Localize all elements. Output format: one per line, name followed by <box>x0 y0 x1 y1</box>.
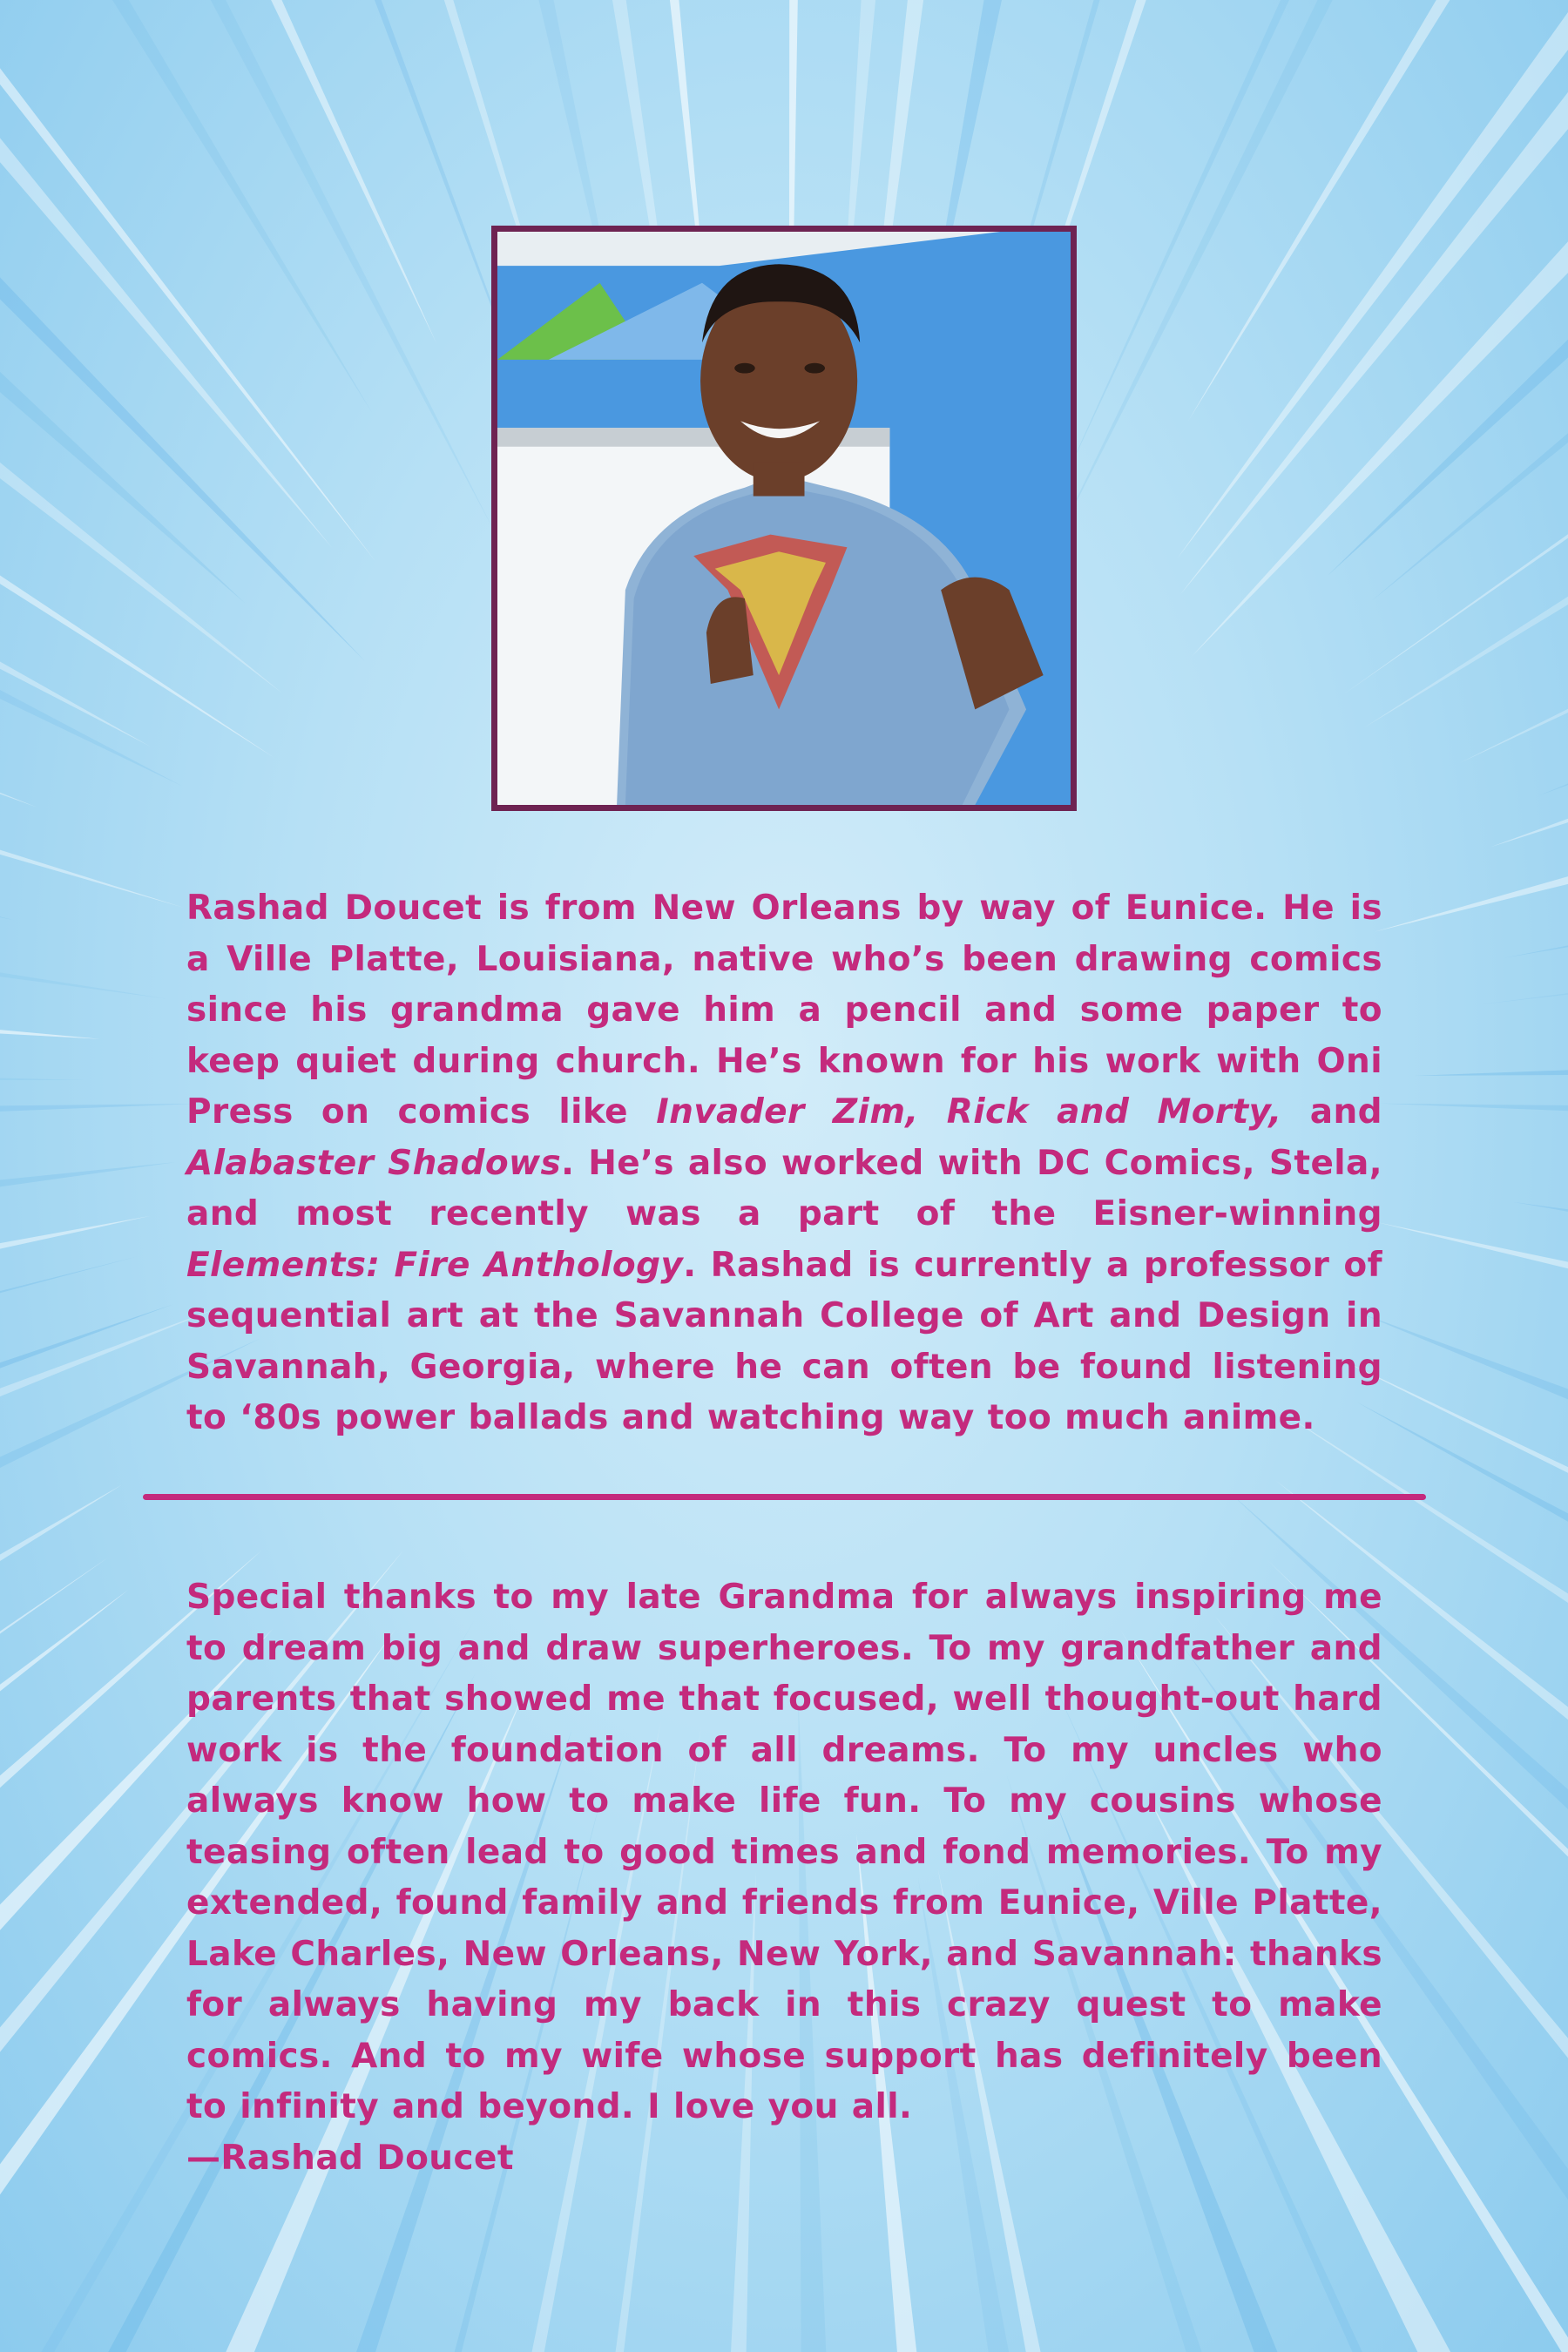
speed-line <box>1415 1016 1568 1076</box>
speed-line <box>0 1216 151 1563</box>
signature: —Rashad Doucet <box>186 2138 514 2178</box>
speed-line <box>0 0 283 693</box>
speed-line <box>1374 477 1568 932</box>
section-divider <box>143 1494 1426 1500</box>
author-photo-image <box>497 232 1071 805</box>
speed-line <box>0 1305 172 1864</box>
speed-line <box>1490 324 1568 848</box>
bio-title-invader-zim-rick-and-morty: Invader Zim, Rick and Morty, <box>656 1092 1282 1132</box>
speed-line <box>1504 666 1568 958</box>
speed-line <box>1513 1202 1568 1466</box>
bio-title-alabaster-shadows: Alabaster Shadows <box>186 1143 562 1183</box>
bio-text-2: . He’s also worked with DC Comics, Stela, and most recently was a part of the Eisner-winning <box>186 1143 1382 1233</box>
speed-line <box>0 266 37 808</box>
speed-line <box>1380 1104 1568 1169</box>
speed-line <box>0 742 166 999</box>
speed-line <box>1356 1402 1568 2196</box>
speed-line <box>0 1040 84 1080</box>
speed-line <box>0 1104 196 1170</box>
speed-line <box>1049 0 1568 556</box>
speed-line <box>1177 0 1568 559</box>
speed-line <box>0 1256 138 1666</box>
speed-line <box>0 895 100 1038</box>
speed-line <box>1187 0 1568 422</box>
bio-text-1: Rashad Doucet is from New Orleans by way of Eunice. He is a Ville Platte, Louisiana, native who’s been drawing comics since his grandma gave him a pencil and some paper to keep quiet during church. He’s known for his work with Oni Press on comics like <box>186 889 1382 1132</box>
acknowledgments <box>186 1572 1382 2184</box>
speed-line <box>1562 1320 1568 1742</box>
acknowledgments-text: Special thanks to my late Grandma for always inspiring me to dream big and draw superheroes. To my grandfather and parents that showed me that focused, well thought-out hard work is the foundation of all dreams. To my uncles who always know how to make life fun. To my cousins whose teasing often lead to good times and fond memories. To my extended, found family and friends from Eunice, Ville Platte, Lake Charles, New Orleans, New York, and Savannah: thanks for always having my back in this crazy quest to make comics. And to my wife whose support has definitely been to infinity and beyond. I love you all. <box>186 1578 1382 2126</box>
bio-text-and: and <box>1281 1092 1382 1132</box>
bio-text-3: . Rashad is currently a professor of sequential art at the Savannah College of Art and Design in Savannah, Georgia, where he can often be found listening to ‘80s power ballads and watching way too much anime. <box>186 1245 1382 1437</box>
author-photo <box>491 226 1077 811</box>
bio-title-elements-fire-anthology: Elements: Fire Anthology <box>186 1245 684 1285</box>
author-bio <box>186 883 1382 1444</box>
speed-line <box>0 576 14 920</box>
speed-line <box>1376 1222 1568 1612</box>
